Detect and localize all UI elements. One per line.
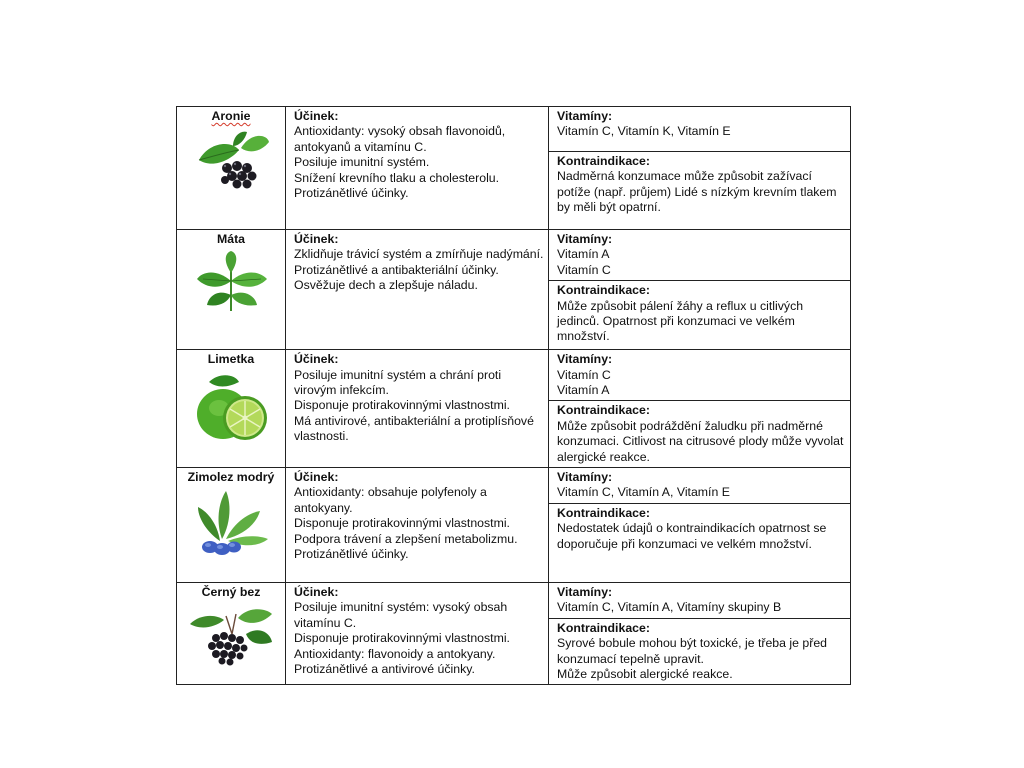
effects-cell — [286, 107, 549, 230]
effect-line: Antioxidanty: obsahuje polyfenoly a antokyany. — [294, 485, 487, 515]
vitamins-label: Vitamíny: — [557, 470, 613, 485]
vitamin-line: Vitamín A — [557, 247, 610, 262]
effects-cell — [286, 350, 549, 468]
vitamin-line: Vitamín C, Vitamín A, Vitamíny skupiny B — [557, 600, 782, 615]
contraindications-label: Kontraindikace: — [557, 283, 650, 298]
vitamins-cell — [549, 107, 851, 152]
effects-label: Účinek: — [294, 352, 339, 367]
contraindications-cell — [549, 618, 851, 685]
aronia-berries-icon — [189, 128, 273, 190]
vitamin-line: Vitamín C, Vitamín K, Vitamín E — [557, 124, 731, 139]
vitamins-label: Vitamíny: — [557, 352, 613, 367]
vitamins-cell — [549, 230, 851, 281]
effect-line: Disponuje protirakovinnými vlastnostmi. — [294, 398, 510, 413]
plant-cell — [177, 107, 286, 230]
effect-line: Posiluje imunitní systém. — [294, 155, 430, 170]
contraindication-line: Syrové bobule mohou být toxické, je třeba je před konzumací tepelně upravit. — [557, 636, 828, 666]
plant-cell — [177, 468, 286, 583]
vitamins-cell — [549, 582, 851, 618]
effect-line: Protizánětlivé a antivirové účinky. — [294, 661, 475, 676]
vitamin-line: Vitamín C — [557, 367, 611, 382]
vitamins-cell — [549, 350, 851, 401]
effects-cell — [286, 230, 549, 350]
effect-line: Snížení krevního tlaku a cholesterolu. — [294, 170, 500, 185]
plant-cell — [177, 350, 286, 468]
effect-line: Protizánětlivé účinky. — [294, 186, 409, 201]
effect-line: Má antivirové, antibakteriální a protiplísňové vlastnosti. — [294, 413, 534, 444]
contraindications-cell — [549, 151, 851, 229]
effect-line: Protizánětlivé účinky. — [294, 547, 409, 562]
vitamin-line: Vitamín C — [557, 262, 611, 277]
effect-line: Posiluje imunitní systém: vysoký obsah vitamínu C. — [294, 600, 508, 630]
effects-cell — [286, 582, 549, 684]
plant-name: Zimolez modrý — [187, 470, 275, 485]
effect-line: Antioxidanty: vysoký obsah flavonoidů, antokyanů a vitamínu C. — [294, 124, 506, 154]
contraindication-line: Může způsobit pálení žáhy a reflux u citlivých jedinců. Opatrnost při konzumaci ve velkém množství. — [557, 298, 804, 344]
contraindications-label: Kontraindikace: — [557, 620, 650, 635]
table-row-mata — [177, 230, 851, 281]
plant-cell — [177, 582, 286, 684]
vitamin-line: Vitamín A — [557, 383, 610, 398]
vitamins-label: Vitamíny: — [557, 232, 613, 246]
effects-label: Účinek: — [294, 470, 339, 485]
contraindications-label: Kontraindikace: — [557, 505, 650, 520]
effect-line: Zklidňuje trávicí systém a zmírňuje nadýmání. — [294, 247, 544, 262]
table-row-zimolez — [177, 468, 851, 504]
contraindications-cell — [549, 401, 851, 468]
lime-icon — [189, 372, 273, 444]
contraindications-cell — [549, 503, 851, 582]
plant-name: Limetka — [207, 352, 255, 367]
effect-line: Posiluje imunitní systém a chrání proti virovým infekcím. — [294, 367, 502, 398]
vitamins-cell — [549, 468, 851, 504]
vitamins-label: Vitamíny: — [557, 584, 613, 599]
contraindications-label: Kontraindikace: — [557, 403, 650, 418]
table-row-aronie — [177, 107, 851, 152]
contraindication-line: Nedostatek údajů o kontraindikacích opatrnost se doporučuje při konzumaci ve velkém množství. — [557, 521, 827, 551]
plant-name: Aronie — [211, 109, 251, 123]
effect-line: Protizánětlivé a antibakteriální účinky. — [294, 262, 499, 277]
table-row-limetka — [177, 350, 851, 401]
plants-table — [176, 106, 851, 685]
effect-line: Podpora trávení a zlepšení metabolizmu. — [294, 531, 518, 546]
document-page — [176, 106, 850, 685]
contraindications-label: Kontraindikace: — [557, 153, 650, 168]
effects-label: Účinek: — [294, 232, 339, 246]
contraindications-cell — [549, 281, 851, 350]
contraindication-line: Může způsobit podráždění žaludku při nadměrné konzumaci. Citlivost na citrusové plody může vyvolat alergické reakce. — [557, 418, 844, 464]
contraindication-line: Může způsobit alergické reakce. — [557, 666, 733, 681]
effects-label: Účinek: — [294, 109, 339, 123]
effects-cell — [286, 468, 549, 583]
contraindication-line: Nadměrná konzumace může způsobit zažívací potíže (např. průjem) Lidé s nízkým krevním tlakem by měli být opatrní. — [557, 169, 837, 215]
mint-leaves-icon — [189, 251, 273, 317]
effect-line: Osvěžuje dech a zlepšuje náladu. — [294, 278, 478, 293]
effect-line: Disponuje protirakovinnými vlastnostmi. — [294, 516, 510, 531]
plant-name: Černý bez — [201, 584, 261, 599]
effects-label: Účinek: — [294, 584, 339, 599]
table-row-cerny-bez — [177, 582, 851, 618]
effect-line: Antioxidanty: flavonoidy a antokyany. — [294, 646, 496, 661]
plant-cell — [177, 230, 286, 350]
vitamin-line: Vitamín C, Vitamín A, Vitamín E — [557, 485, 730, 500]
honeysuckle-berries-icon — [188, 489, 274, 559]
vitamins-label: Vitamíny: — [557, 109, 613, 123]
elderberry-icon — [186, 604, 276, 666]
effect-line: Disponuje protirakovinnými vlastnostmi. — [294, 631, 510, 646]
plant-name: Máta — [216, 232, 246, 246]
